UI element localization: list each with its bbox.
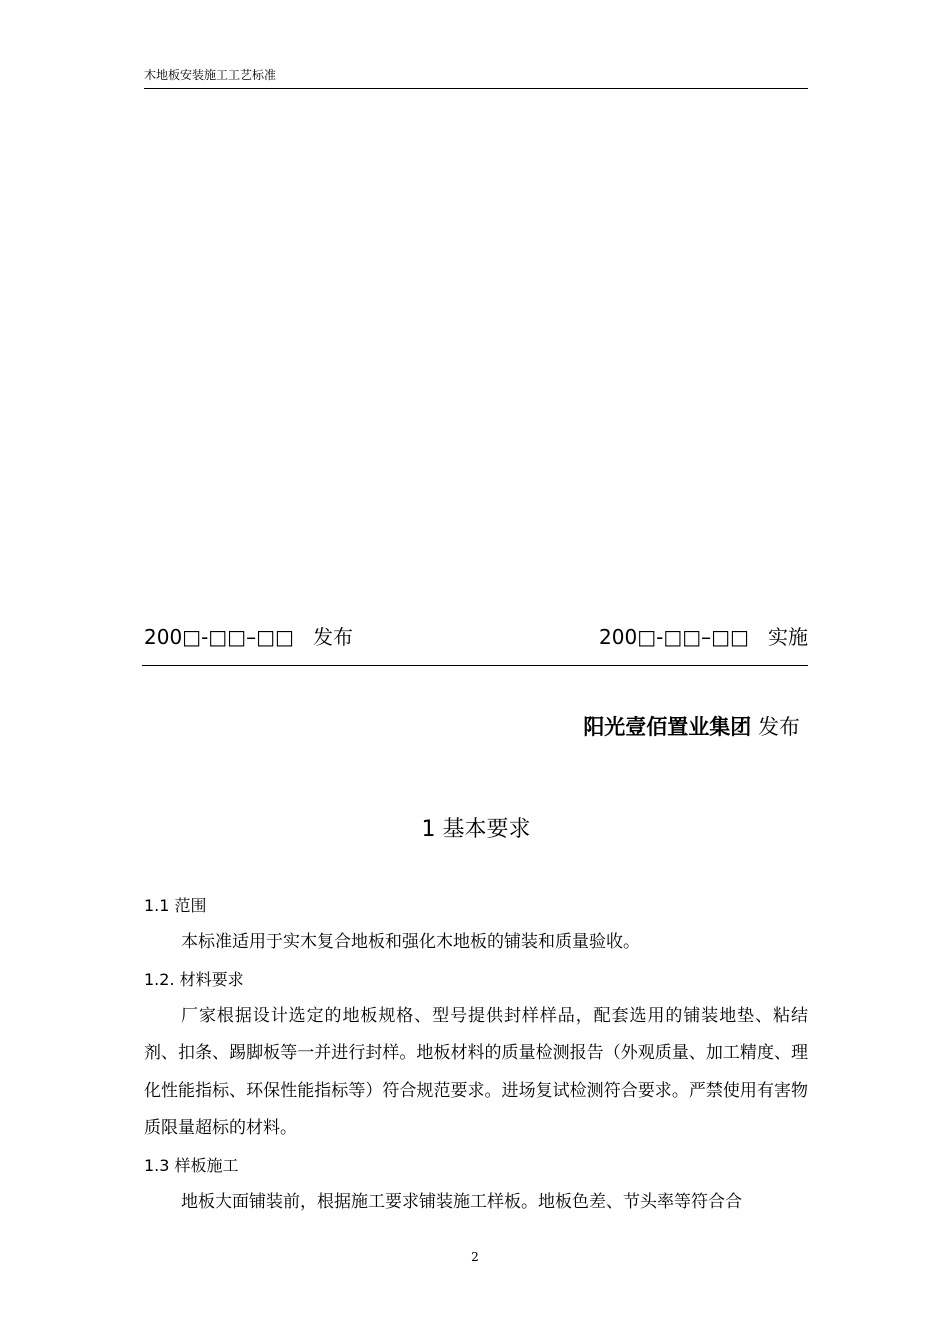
publisher-line <box>583 710 800 744</box>
publisher-label: 发布 <box>758 715 800 739</box>
section-heading-sample: 1.3 样板施工 <box>144 1155 239 1175</box>
content-body <box>144 888 808 1221</box>
effective-date-group <box>599 622 808 652</box>
header-title: 木地板安装施工工艺标准 <box>144 68 277 82</box>
chapter-title: 1 基本要求 <box>421 817 531 842</box>
running-header <box>144 68 808 89</box>
section-body-materials: 厂家根据设计选定的地板规格、型号提供封样样品，配套选用的铺装地垫、粘结剂、扣条、踢脚板等一并进行封样。地板材料的质量检测报告（外观质量、加工精度、理化性能指标、环保性能指标等）符合规范要求。进场复试检测符合要求。严禁使用有害物质限量超标的材料。 <box>144 1005 808 1138</box>
page-number: 2 <box>471 1250 479 1264</box>
effective-date: 200□-□□–□□ <box>599 625 749 649</box>
date-divider <box>142 665 808 666</box>
section-body-sample: 地板大面铺装前，根据施工要求铺装施工样板。地板色差、节头率等符合合 <box>181 1191 742 1212</box>
issue-label: 发布 <box>312 625 353 649</box>
publisher-org: 阳光壹佰置业集团 <box>583 715 752 739</box>
date-row <box>144 622 808 662</box>
section-heading-scope: 1.1 范围 <box>144 896 207 915</box>
section-body-scope: 本标准适用于实木复合地板和强化木地板的铺装和质量验收。 <box>181 932 640 952</box>
issue-date-group <box>144 622 353 652</box>
issue-date: 200□-□□–□□ <box>144 625 294 649</box>
section-heading-materials: 1.2. 材料要求 <box>144 969 244 989</box>
effective-label: 实施 <box>768 625 808 649</box>
